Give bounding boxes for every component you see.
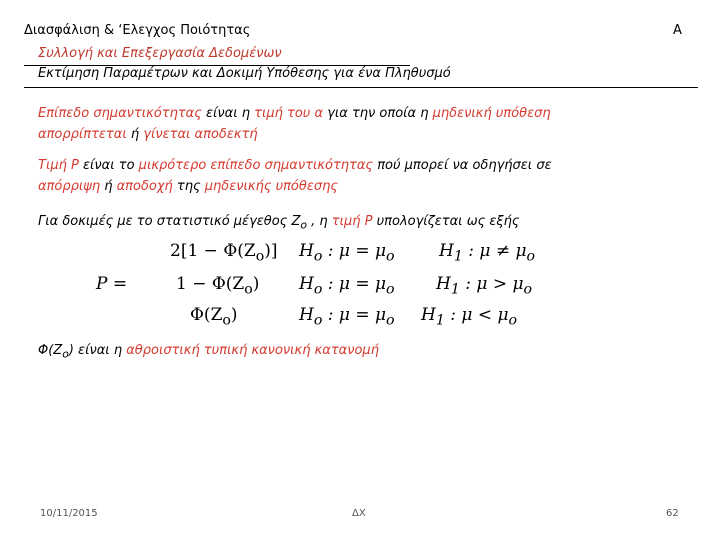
formula-text: )]: [264, 241, 278, 261]
formula-sub: o: [313, 281, 323, 298]
text: Για δοκιμές με το στατιστικό μέγεθος Z: [38, 214, 301, 229]
header-title: Διασφάλιση & ‘Ελεγχος Ποιότητας: [24, 23, 251, 38]
formula-sub: 1: [435, 312, 445, 329]
formula-sub: 1: [453, 248, 463, 265]
text: είναι το: [78, 158, 139, 173]
formula-lhs: P =: [96, 274, 128, 294]
text: πού μπορεί να οδηγήσει σε: [373, 158, 552, 173]
formula-text: : μ = μ: [322, 241, 387, 261]
term: μηδενικής υπόθεσης: [204, 179, 338, 194]
formula-row1-h0: [299, 241, 395, 264]
formula-text: : μ ≠ μ: [462, 241, 527, 261]
divider-line: [24, 87, 698, 88]
formula-row2-h1: [436, 274, 532, 297]
formula-text: ): [252, 274, 260, 294]
formula-sub: o: [222, 312, 231, 329]
formula-text: H: [299, 305, 314, 325]
cumulative-distribution-paragraph: [38, 340, 678, 365]
footer-date: 10/11/2015: [40, 508, 98, 519]
formula-text: H: [299, 241, 314, 261]
formula-row1-h1: [439, 241, 535, 264]
formula-sub: o: [386, 281, 395, 298]
p-value-formula: [96, 241, 566, 331]
term: γίνεται αποδεκτή: [143, 127, 258, 142]
text: Φ(Z: [38, 343, 63, 358]
term: τιμή του α: [254, 106, 324, 121]
formula-text: 2[1 − Φ(Z: [170, 241, 256, 261]
formula-sub: o: [386, 248, 395, 265]
subscript: o: [62, 347, 69, 361]
term: μηδενική υπόθεση: [432, 106, 551, 121]
formula-row2-value: [176, 274, 259, 297]
formula-sub: o: [313, 312, 323, 329]
formula-text: : μ = μ: [322, 305, 387, 325]
formula-row3-h1: [421, 305, 517, 328]
term: αποδοχή: [116, 179, 173, 194]
term: μικρότερο επίπεδο σημαντικότητας: [138, 158, 374, 173]
term: τιμή P: [331, 214, 373, 229]
text: , η: [307, 214, 332, 229]
formula-text: Φ(Z: [190, 305, 223, 325]
text: είναι η: [201, 106, 255, 121]
formula-sub: 1: [450, 281, 460, 298]
formula-sub: o: [523, 281, 533, 298]
formula-row3-h0: [299, 305, 395, 328]
p-value-paragraph: [38, 155, 678, 197]
formula-sub: o: [386, 312, 395, 329]
text: για την οποία η: [323, 106, 433, 121]
z-statistic-paragraph: [38, 211, 678, 236]
formula-text: H: [421, 305, 436, 325]
text: ) είναι η: [68, 343, 127, 358]
formula-sub: o: [526, 248, 536, 265]
term: απορρίπτεται: [38, 127, 127, 142]
text: της: [172, 179, 205, 194]
formula-text: : μ > μ: [459, 274, 524, 294]
formula-sub: o: [508, 312, 518, 329]
formula-sub: o: [244, 281, 253, 298]
term: αθροιστική τυπική κανονική κατανομή: [126, 343, 379, 358]
formula-sub: o: [313, 248, 323, 265]
footer-author: ΔΧ: [352, 508, 366, 519]
subtitle-parameter-estimation: Εκτίμηση Παραμέτρων και Δοκιμή Υπόθεσης για ένα Πληθυσμό: [38, 66, 451, 81]
formula-row3-value: [190, 305, 238, 328]
significance-level-paragraph: [38, 103, 678, 145]
term: απόρριψη: [38, 179, 101, 194]
subscript: o: [300, 218, 308, 232]
formula-text: : μ < μ: [444, 305, 509, 325]
text: ή: [126, 127, 144, 142]
footer-page-number: 62: [666, 508, 679, 519]
formula-text: H: [436, 274, 451, 294]
formula-text: 1 − Φ(Z: [176, 274, 245, 294]
term: Τιμή P: [38, 158, 79, 173]
subtitle-data-processing: Συλλογή και Επεξεργασία Δεδομένων: [38, 46, 282, 61]
formula-text: H: [299, 274, 314, 294]
header-letter: A: [673, 23, 682, 38]
text: υπολογίζεται ως εξής: [372, 214, 520, 229]
formula-row2-h0: [299, 274, 395, 297]
formula-text: : μ = μ: [322, 274, 387, 294]
formula-text: ): [230, 305, 238, 325]
formula-sub: o: [255, 248, 265, 265]
formula-row1-value: [170, 241, 278, 264]
text: ή: [100, 179, 117, 194]
formula-text: H: [439, 241, 454, 261]
term: Επίπεδο σημαντικότητας: [38, 106, 202, 121]
